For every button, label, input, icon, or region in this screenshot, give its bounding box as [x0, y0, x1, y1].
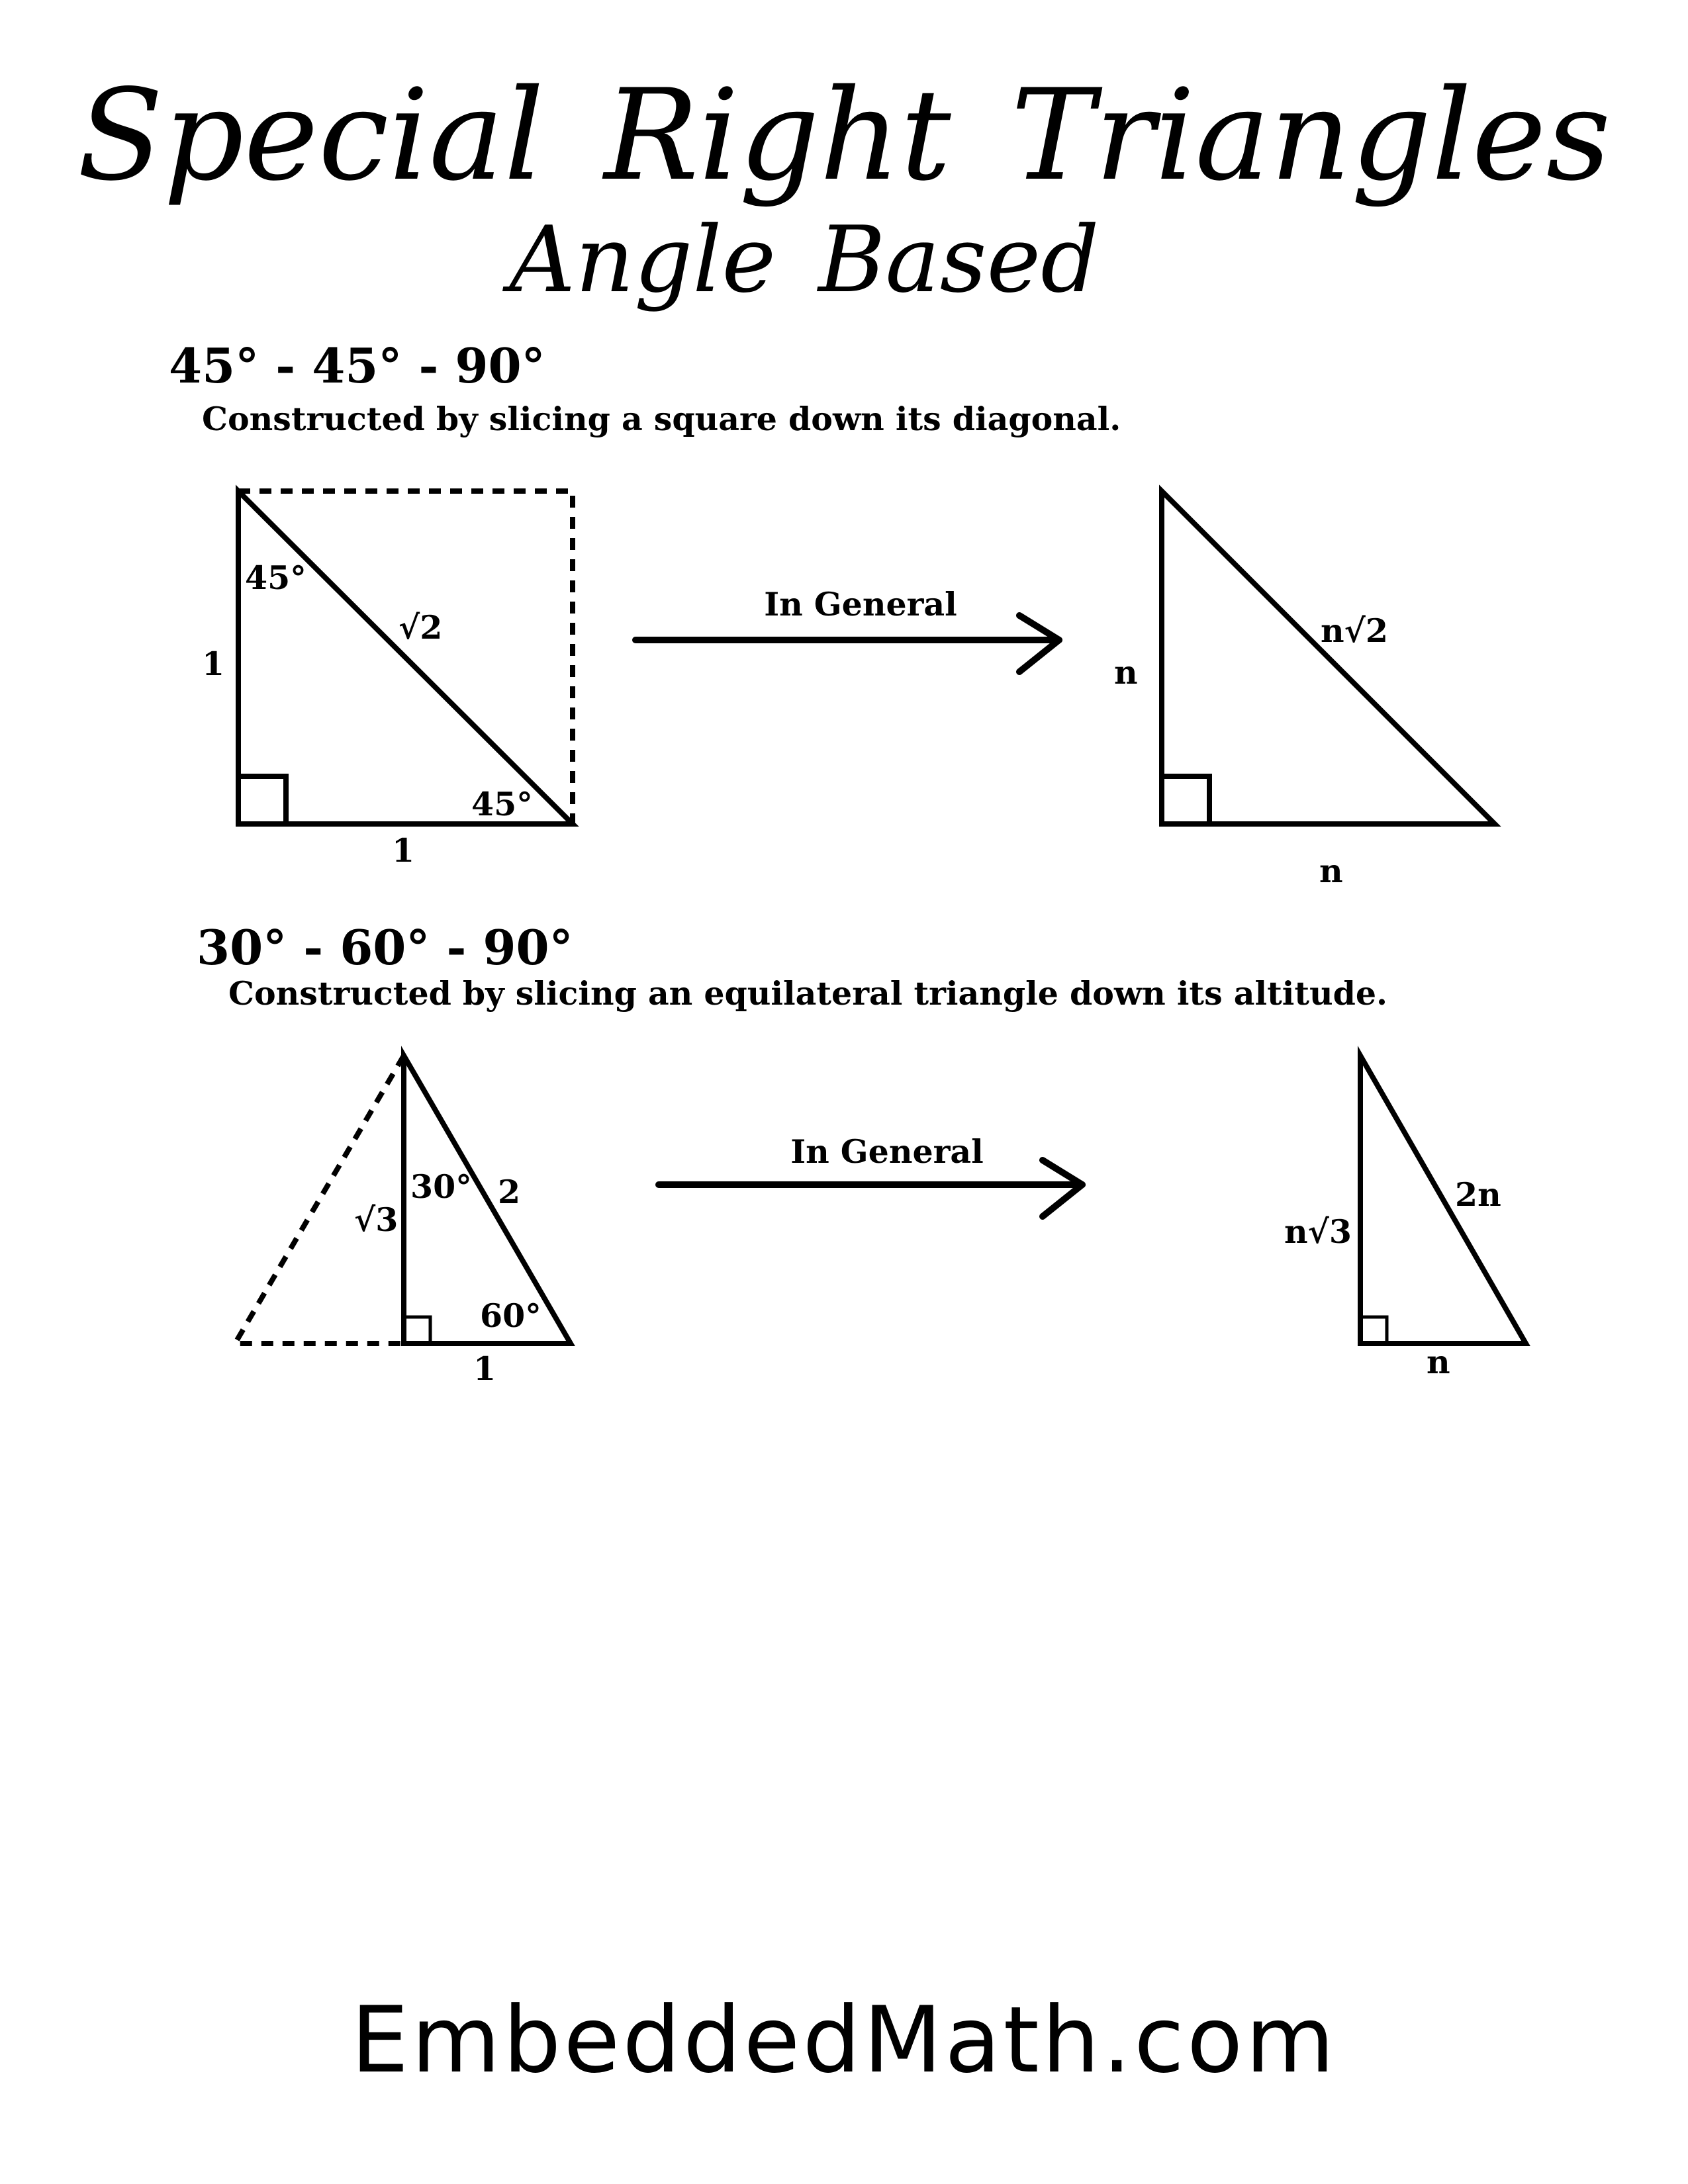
hypotenuse-label: 2n: [1455, 1175, 1501, 1214]
right-angle-marker: [404, 1317, 430, 1343]
arrow-label: In General: [764, 585, 957, 623]
vertical-leg-label: 1: [202, 645, 225, 683]
horizontal-leg-label: n: [1427, 1343, 1450, 1381]
hypotenuse-label: √2: [399, 608, 443, 647]
hypotenuse-label: 2: [498, 1173, 521, 1211]
section-30-60-90: [197, 919, 1526, 1388]
angle-bottom-label: 60°: [480, 1297, 541, 1335]
right-angle-marker: [1162, 776, 1209, 824]
in-general-arrow: [635, 585, 1059, 672]
angle-top-label: 30°: [410, 1167, 472, 1206]
page-title: Special Right Triangles: [77, 62, 1611, 208]
section-heading: 30° - 60° - 90°: [197, 919, 573, 976]
section-heading: 45° - 45° - 90°: [169, 338, 545, 394]
section-45-45-90: [169, 338, 1495, 890]
horizontal-leg-label: 1: [392, 831, 415, 870]
arrow-head-icon: [1019, 615, 1059, 672]
section-description: Constructed by slicing an equilateral triangle down its altitude.: [228, 974, 1388, 1013]
in-general-arrow: [659, 1132, 1082, 1216]
right-angle-marker: [1360, 1317, 1387, 1343]
arrow-head-icon: [1043, 1160, 1082, 1216]
general-45-triangle: [1114, 491, 1495, 890]
section-description: Constructed by slicing a square down its diagonal.: [202, 400, 1121, 438]
arrow-label: In General: [790, 1132, 984, 1171]
right-angle-marker: [238, 776, 286, 824]
vertical-leg-label: n: [1114, 653, 1138, 692]
horizontal-leg-label: 1: [473, 1349, 496, 1388]
horizontal-leg-label: n: [1319, 852, 1343, 890]
equilateral-dashed-half: [235, 1056, 404, 1343]
vertical-leg-label: n√3: [1284, 1212, 1352, 1251]
vertical-leg-label: √3: [354, 1201, 399, 1239]
footer-site-name: EmbeddedMath.com: [351, 1987, 1337, 2093]
angle-top-label: 45°: [245, 559, 306, 597]
example-45-triangle: [202, 491, 573, 870]
example-30-triangle: [235, 1056, 571, 1388]
hypotenuse-label: n√2: [1321, 612, 1388, 650]
angle-bottom-label: 45°: [471, 785, 533, 823]
general-30-triangle: [1284, 1056, 1526, 1381]
page-subtitle: Angle Based: [509, 206, 1100, 313]
